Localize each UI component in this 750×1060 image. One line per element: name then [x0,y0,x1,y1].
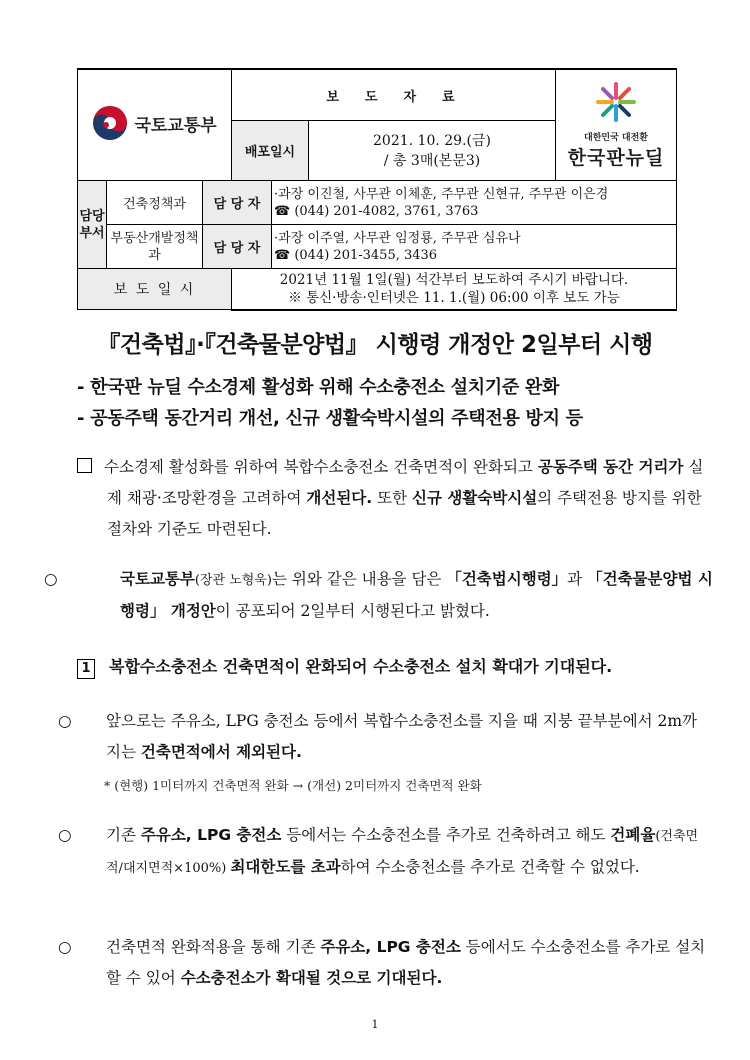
circle-bullet-icon: ○ [44,570,58,588]
press-release-header [77,68,677,311]
headline: 『건축법』·『건축물분양법』 시행령 개정안 2일부터 시행 [97,332,653,358]
release-info [232,269,677,310]
manager-label-1: 담 당 자 [203,181,272,225]
distribution-date: 2021. 10. 29.(금) [373,132,491,149]
section-1-title: 1 복합수소충전소 건축면적이 완화되어 수소충전소 설치 확대가 기대된다. [77,654,687,679]
dept-staff-1: ·과장 이진철, 사무관 이체훈, 주무관 신현규, 주무관 이은경 [274,186,609,202]
circle-bullet-icon: ○ [58,712,72,730]
circle-bullet-icon: ○ [58,826,72,844]
square-bullet-icon [77,458,92,473]
dept-staff-2: ·과장 이주열, 사무관 임정룡, 주무관 심유나 [274,230,521,246]
dept-phone-2: (044) 201-3455, 3436 [294,247,438,263]
press-release-title: 보도자료 [232,69,556,121]
subhead-1: - 한국판 뉴딜 수소경제 활성화 위해 수소충전소 설치기준 완화 [77,377,560,398]
manager-label-2: 담 당 자 [203,225,272,269]
new-deal-subtitle: 대한민국 대전환 [584,133,648,143]
distribution-pages: / 총 3매(본문3) [383,152,481,169]
ministry-emblem-icon [92,105,128,141]
dept-name-2: 부동산개발정책과 [107,225,203,269]
contact-dept-label: 담당 부서 [78,181,107,268]
section-1-bullet-2: ○ 기존 주유소, LPG 충전소 등에서는 수소충전소를 추가로 건축하려고 해도 건폐율(건축면적/대지면적×100%) 최대한도를 초과하여 수소충천소를 추가로 건축할 수 없었다. [82,820,706,884]
section-1-bullet-3: ○ 건축면적 완화적용을 통해 기존 주유소, LPG 충전소 등에서도 수소충전소를 추가로 설치할 수 있어 수소충전소가 확대될 것으로 기대된다. [82,932,706,994]
section-number: 1 [77,659,95,679]
distribution-label: 배포일시 [232,121,309,181]
section-1-note: * (현행) 1미터까지 건축면적 완화 → (개선) 2미터까지 건축면적 완화 [104,778,482,793]
new-deal-logo-icon [594,80,638,124]
korean-new-deal-logo-cell [556,69,677,181]
dept-contact-1 [272,181,677,225]
dept-phone-1: (044) 201-4082, 3761, 3763 [294,203,479,219]
contact-table [78,181,676,268]
phone-icon: ☎ [274,247,291,263]
page-number: 1 [371,1018,379,1031]
ministry-logo-cell [78,69,232,181]
dept-name-1: 건축정책과 [107,181,203,225]
new-deal-name: 한국판뉴딜 [567,147,665,169]
phone-icon: ☎ [274,203,291,219]
ministry-name: 국토교통부 [134,115,217,136]
intro-paragraph: 수소경제 활성화를 위하여 복합수소충전소 건축면적이 완화되고 공동주택 동간 거리가 실제 채광·조망환경을 고려하여 개선된다. 또한 신규 생활숙박시설의 주택전용 방지를 위한 절차와 기준도 마련된다. [77,452,707,545]
release-line-1: 2021년 11월 1일(월) 석간부터 보도하여 주시기 바랍니다. [279,271,629,288]
release-line-2: ※ 통신·방송·인터넷은 11. 1.(월) 06:00 이후 보도 가능 [288,289,620,306]
dept-contact-2 [272,225,677,269]
subhead-2: - 공동주택 동간거리 개선, 신규 생활숙박시설의 주택전용 방지 등 [77,408,583,429]
release-label: 보 도 일 시 [78,269,232,310]
section-1-bullet-1: ○ 앞으로는 주유소, LPG 충전소 등에서 복합수소충전소를 지을 때 지붕 끝부분에서 2m까지는 건축면적에서 제외된다. [82,706,706,768]
distribution-info [309,121,556,181]
intro-announcement: ○ 국토교통부(장관 노형욱)는 위와 같은 내용을 담은 「건축법시행령」과 「건축물분양법 시행령」 개정안이 공포되어 2일부터 시행된다고 밝혔다. [82,564,720,627]
circle-bullet-icon: ○ [58,938,72,956]
